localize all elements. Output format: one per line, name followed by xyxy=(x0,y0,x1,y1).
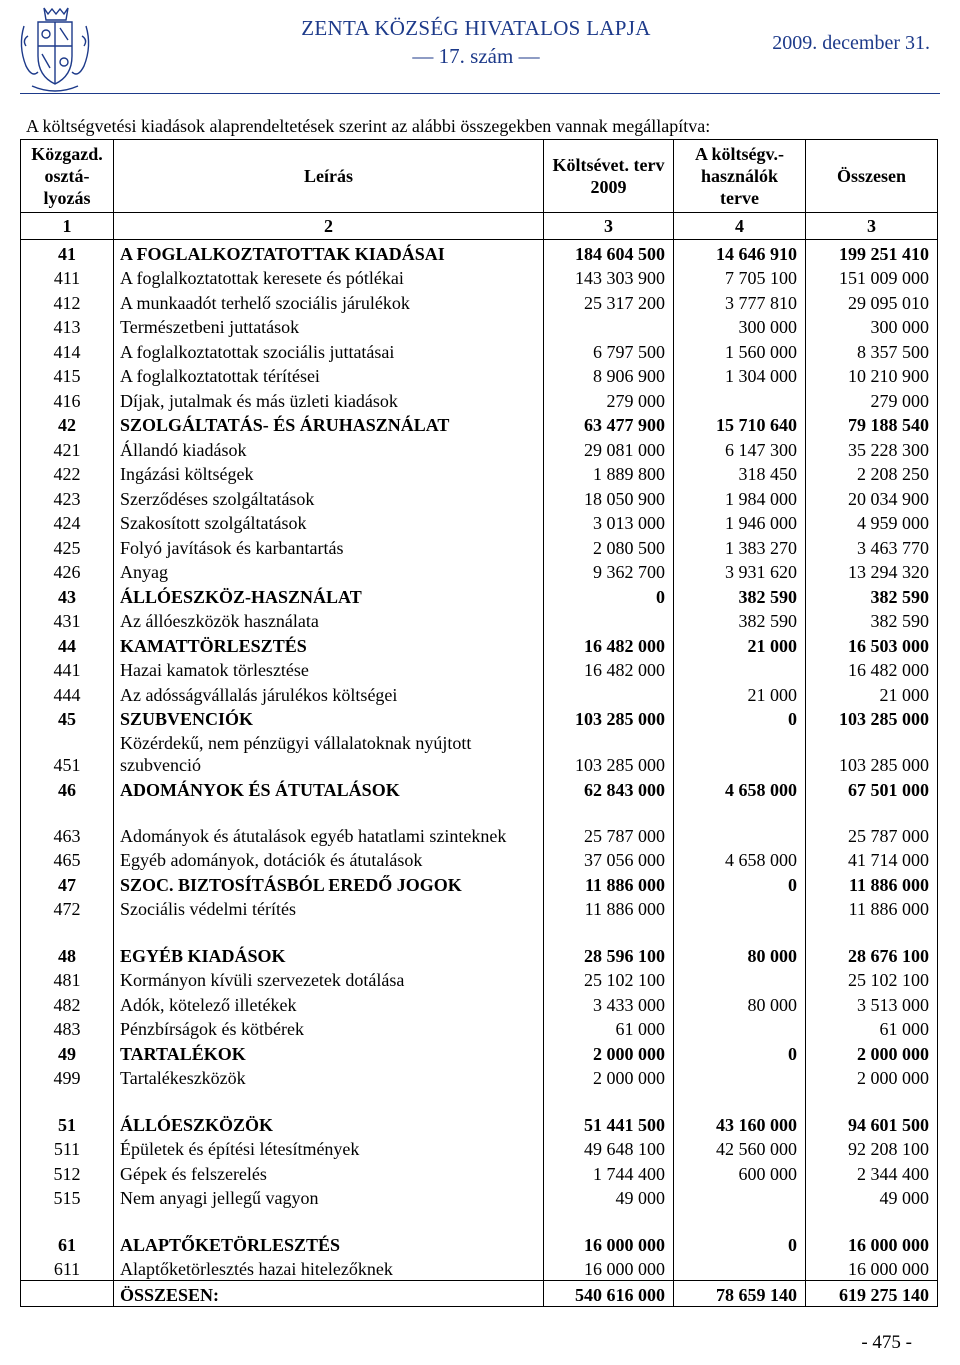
users-plan-cell xyxy=(674,387,806,412)
column-number: 4 xyxy=(674,213,806,240)
empty-cell xyxy=(21,1209,114,1231)
empty-cell xyxy=(544,920,674,942)
budget-plan-cell: 540 616 000 xyxy=(544,1281,674,1307)
budget-plan-cell xyxy=(544,314,674,339)
description-cell: KAMATTÖRLESZTÉS xyxy=(114,632,544,657)
users-plan-cell: 0 xyxy=(674,1231,806,1256)
econ-code-cell: 45 xyxy=(21,706,114,731)
econ-code-cell: 49 xyxy=(21,1040,114,1065)
budget-plan-cell: 0 xyxy=(544,583,674,608)
column-number: 1 xyxy=(21,213,114,240)
empty-cell xyxy=(114,1089,544,1111)
header-total: Összesen xyxy=(806,140,938,213)
table-row xyxy=(21,967,938,992)
econ-code-cell xyxy=(21,1281,114,1307)
users-plan-cell: 15 710 640 xyxy=(674,412,806,437)
budget-plan-cell: 9 362 700 xyxy=(544,559,674,584)
econ-code-cell: 472 xyxy=(21,896,114,921)
budget-plan-cell: 2 000 000 xyxy=(544,1065,674,1090)
table-row xyxy=(21,991,938,1016)
total-cell: 13 294 320 xyxy=(806,559,938,584)
total-cell: 279 000 xyxy=(806,387,938,412)
empty-cell xyxy=(674,1089,806,1111)
econ-code-cell: 412 xyxy=(21,289,114,314)
description-cell: EGYÉB KIADÁSOK xyxy=(114,942,544,967)
users-plan-cell: 1 560 000 xyxy=(674,338,806,363)
empty-cell xyxy=(544,1209,674,1231)
total-cell: 199 251 410 xyxy=(806,240,938,265)
table-row xyxy=(21,896,938,921)
table-row xyxy=(21,412,938,437)
users-plan-cell xyxy=(674,1016,806,1041)
total-cell: 67 501 000 xyxy=(806,776,938,801)
econ-code-cell: 444 xyxy=(21,681,114,706)
econ-code-cell: 46 xyxy=(21,776,114,801)
users-plan-cell: 7 705 100 xyxy=(674,265,806,290)
econ-code-cell: 511 xyxy=(21,1136,114,1161)
table-row xyxy=(21,608,938,633)
description-cell: A munkaadót terhelő szociális járulékok xyxy=(114,289,544,314)
budget-plan-cell: 3 013 000 xyxy=(544,510,674,535)
users-plan-cell: 42 560 000 xyxy=(674,1136,806,1161)
table-row xyxy=(21,801,938,847)
description-cell: A FOGLALKOZTATOTTAK KIADÁSAI xyxy=(114,240,544,265)
table-row xyxy=(21,436,938,461)
budget-plan-cell: 61 000 xyxy=(544,1016,674,1041)
econ-code-cell: 425 xyxy=(21,534,114,559)
description-cell: TARTALÉKOK xyxy=(114,1040,544,1065)
table-row xyxy=(21,534,938,559)
table-row xyxy=(21,265,938,290)
empty-cell xyxy=(674,920,806,942)
budget-plan-cell: 16 482 000 xyxy=(544,657,674,682)
budget-plan-cell: 28 596 100 xyxy=(544,942,674,967)
users-plan-cell: 318 450 xyxy=(674,461,806,486)
total-cell: 16 503 000 xyxy=(806,632,938,657)
budget-plan-cell: 103 285 000 xyxy=(544,706,674,731)
econ-code-cell: 414 xyxy=(21,338,114,363)
total-cell: 619 275 140 xyxy=(806,1281,938,1307)
budget-plan-cell: 62 843 000 xyxy=(544,776,674,801)
budget-plan-cell: 18 050 900 xyxy=(544,485,674,510)
description-cell: SZOC. BIZTOSÍTÁSBÓL EREDŐ JOGOK xyxy=(114,871,544,896)
total-cell: 41 714 000 xyxy=(806,847,938,872)
econ-code-cell: 43 xyxy=(21,583,114,608)
table-row xyxy=(21,847,938,872)
total-cell: 28 676 100 xyxy=(806,942,938,967)
description-cell: Közérdekű, nem pénzügyi vállalatoknak nyújtott szubvenció xyxy=(114,730,544,776)
users-plan-cell: 382 590 xyxy=(674,608,806,633)
budget-plan-cell xyxy=(544,681,674,706)
budget-plan-cell: 8 906 900 xyxy=(544,363,674,388)
users-plan-cell: 4 658 000 xyxy=(674,847,806,872)
table-row xyxy=(21,1065,938,1090)
total-cell: 3 463 770 xyxy=(806,534,938,559)
total-cell: 16 000 000 xyxy=(806,1256,938,1281)
table-row xyxy=(21,1040,938,1065)
total-cell: 20 034 900 xyxy=(806,485,938,510)
total-cell: 35 228 300 xyxy=(806,436,938,461)
budget-plan-cell: 37 056 000 xyxy=(544,847,674,872)
total-cell: 11 886 000 xyxy=(806,896,938,921)
total-cell: 3 513 000 xyxy=(806,991,938,1016)
econ-code-cell: 51 xyxy=(21,1111,114,1136)
budget-plan-cell: 2 080 500 xyxy=(544,534,674,559)
coat-of-arms-icon xyxy=(14,6,96,94)
table-row xyxy=(21,681,938,706)
empty-cell xyxy=(806,1089,938,1111)
budget-plan-cell xyxy=(544,608,674,633)
description-cell: Hazai kamatok törlesztése xyxy=(114,657,544,682)
total-cell: 2 000 000 xyxy=(806,1040,938,1065)
users-plan-cell: 14 646 910 xyxy=(674,240,806,265)
budget-plan-cell: 1 889 800 xyxy=(544,461,674,486)
spacer-row xyxy=(21,1089,938,1111)
empty-cell xyxy=(806,1209,938,1231)
econ-code-cell: 416 xyxy=(21,387,114,412)
table-row xyxy=(21,657,938,682)
empty-cell xyxy=(21,1089,114,1111)
econ-code-cell: 611 xyxy=(21,1256,114,1281)
total-cell: 92 208 100 xyxy=(806,1136,938,1161)
empty-cell xyxy=(674,1209,806,1231)
description-cell: Épületek és építési létesítmények xyxy=(114,1136,544,1161)
column-number: 3 xyxy=(544,213,674,240)
users-plan-cell: 3 777 810 xyxy=(674,289,806,314)
description-cell: Az állóeszközök használata xyxy=(114,608,544,633)
econ-code-cell: 451 xyxy=(21,730,114,776)
econ-code-cell: 431 xyxy=(21,608,114,633)
total-cell: 2 000 000 xyxy=(806,1065,938,1090)
table-row xyxy=(21,461,938,486)
users-plan-cell: 3 931 620 xyxy=(674,559,806,584)
table-row xyxy=(21,289,938,314)
table-row xyxy=(21,583,938,608)
description-cell: ÁLLÓESZKÖZÖK xyxy=(114,1111,544,1136)
table-row xyxy=(21,387,938,412)
econ-code-cell: 483 xyxy=(21,1016,114,1041)
total-cell: 61 000 xyxy=(806,1016,938,1041)
users-plan-cell: 0 xyxy=(674,1040,806,1065)
users-plan-cell: 6 147 300 xyxy=(674,436,806,461)
users-plan-cell: 80 000 xyxy=(674,942,806,967)
header-classification: Közgazd. osztá-lyozás xyxy=(21,140,114,213)
empty-cell xyxy=(806,920,938,942)
econ-code-cell: 481 xyxy=(21,967,114,992)
budget-plan-cell: 49 000 xyxy=(544,1185,674,1210)
table-row xyxy=(21,363,938,388)
users-plan-cell: 1 984 000 xyxy=(674,485,806,510)
table-row xyxy=(21,1160,938,1185)
users-plan-cell: 78 659 140 xyxy=(674,1281,806,1307)
table-row xyxy=(21,1185,938,1210)
econ-code-cell: 423 xyxy=(21,485,114,510)
users-plan-cell: 1 383 270 xyxy=(674,534,806,559)
total-cell: 21 000 xyxy=(806,681,938,706)
description-cell: SZUBVENCIÓK xyxy=(114,706,544,731)
total-cell: 300 000 xyxy=(806,314,938,339)
header-divider xyxy=(20,93,940,94)
table-row xyxy=(21,776,938,801)
users-plan-cell xyxy=(674,896,806,921)
budget-plan-cell: 16 000 000 xyxy=(544,1231,674,1256)
users-plan-cell: 80 000 xyxy=(674,991,806,1016)
budget-plan-cell: 25 787 000 xyxy=(544,801,674,847)
users-plan-cell: 1 946 000 xyxy=(674,510,806,535)
budget-table xyxy=(20,139,938,1307)
description-cell: Természetbeni juttatások xyxy=(114,314,544,339)
users-plan-cell: 4 658 000 xyxy=(674,776,806,801)
empty-cell xyxy=(544,1089,674,1111)
description-cell: Állandó kiadások xyxy=(114,436,544,461)
budget-plan-cell: 11 886 000 xyxy=(544,896,674,921)
users-plan-cell xyxy=(674,657,806,682)
users-plan-cell xyxy=(674,967,806,992)
econ-code-cell: 415 xyxy=(21,363,114,388)
table-row xyxy=(21,632,938,657)
total-cell: 382 590 xyxy=(806,583,938,608)
budget-plan-cell: 51 441 500 xyxy=(544,1111,674,1136)
budget-plan-cell: 16 482 000 xyxy=(544,632,674,657)
econ-code-cell: 465 xyxy=(21,847,114,872)
budget-plan-cell: 11 886 000 xyxy=(544,871,674,896)
econ-code-cell: 41 xyxy=(21,240,114,265)
budget-plan-cell: 49 648 100 xyxy=(544,1136,674,1161)
users-plan-cell: 21 000 xyxy=(674,632,806,657)
description-cell: ALAPTŐKETÖRLESZTÉS xyxy=(114,1231,544,1256)
users-plan-cell: 21 000 xyxy=(674,681,806,706)
total-cell: 4 959 000 xyxy=(806,510,938,535)
users-plan-cell xyxy=(674,1256,806,1281)
description-cell: Adók, kötelező illetékek xyxy=(114,991,544,1016)
description-cell: Nem anyagi jellegű vagyon xyxy=(114,1185,544,1210)
header-description: Leírás xyxy=(114,140,544,213)
budget-plan-cell: 6 797 500 xyxy=(544,338,674,363)
description-cell: Szerződéses szolgáltatások xyxy=(114,485,544,510)
users-plan-cell xyxy=(674,1185,806,1210)
description-cell: Szociális védelmi térítés xyxy=(114,896,544,921)
users-plan-cell: 43 160 000 xyxy=(674,1111,806,1136)
total-cell: 8 357 500 xyxy=(806,338,938,363)
budget-plan-cell: 29 081 000 xyxy=(544,436,674,461)
description-cell: Ingázási költségek xyxy=(114,461,544,486)
users-plan-cell: 600 000 xyxy=(674,1160,806,1185)
table-row xyxy=(21,338,938,363)
header-budget-plan: Költsévet. terv 2009 xyxy=(544,140,674,213)
total-cell: 103 285 000 xyxy=(806,706,938,731)
description-cell: Folyó javítások és karbantartás xyxy=(114,534,544,559)
empty-cell xyxy=(21,920,114,942)
budget-plan-cell: 25 102 100 xyxy=(544,967,674,992)
column-number: 2 xyxy=(114,213,544,240)
econ-code-cell: 424 xyxy=(21,510,114,535)
description-cell: A foglalkoztatottak keresete és pótlékai xyxy=(114,265,544,290)
econ-code-cell: 421 xyxy=(21,436,114,461)
users-plan-cell xyxy=(674,801,806,847)
description-cell: Egyéb adományok, dotációk és átutalások xyxy=(114,847,544,872)
description-cell: Pénzbírságok és kötbérek xyxy=(114,1016,544,1041)
table-row xyxy=(21,485,938,510)
table-row xyxy=(21,510,938,535)
users-plan-cell: 0 xyxy=(674,871,806,896)
intro-text: A költségvetési kiadások alaprendeltetések szerint az alábbi összegekben vannak megállapítva: xyxy=(26,116,711,136)
table-row xyxy=(21,1136,938,1161)
description-cell: Anyag xyxy=(114,559,544,584)
econ-code-cell: 44 xyxy=(21,632,114,657)
total-cell: 16 000 000 xyxy=(806,1231,938,1256)
issue-number: — 17. szám — xyxy=(412,44,540,68)
journal-title: ZENTA KÖZSÉG HIVATALOS LAPJA xyxy=(301,16,651,40)
table-row xyxy=(21,559,938,584)
description-cell: A foglalkoztatottak szociális juttatásai xyxy=(114,338,544,363)
table-row xyxy=(21,706,938,731)
econ-code-cell: 499 xyxy=(21,1065,114,1090)
issue-date: 2009. december 31. xyxy=(772,32,930,54)
description-cell: Adományok és átutalások egyéb hatatlami szinteknek xyxy=(114,801,544,847)
users-plan-cell xyxy=(674,1065,806,1090)
budget-plan-cell: 103 285 000 xyxy=(544,730,674,776)
description-cell: Tartalékeszközök xyxy=(114,1065,544,1090)
total-cell: 2 208 250 xyxy=(806,461,938,486)
budget-plan-cell: 63 477 900 xyxy=(544,412,674,437)
grand-total-row xyxy=(21,1281,938,1307)
econ-code-cell: 42 xyxy=(21,412,114,437)
budget-plan-cell: 1 744 400 xyxy=(544,1160,674,1185)
econ-code-cell: 411 xyxy=(21,265,114,290)
econ-code-cell: 413 xyxy=(21,314,114,339)
table-row xyxy=(21,942,938,967)
empty-cell xyxy=(114,920,544,942)
total-cell: 2 344 400 xyxy=(806,1160,938,1185)
econ-code-cell: 515 xyxy=(21,1185,114,1210)
table-row xyxy=(21,1256,938,1281)
column-number-row xyxy=(21,213,938,240)
description-cell: Díjak, jutalmak és más üzleti kiadások xyxy=(114,387,544,412)
table-row xyxy=(21,1016,938,1041)
econ-code-cell: 441 xyxy=(21,657,114,682)
total-cell: 94 601 500 xyxy=(806,1111,938,1136)
budget-plan-cell: 16 000 000 xyxy=(544,1256,674,1281)
empty-cell xyxy=(114,1209,544,1231)
total-cell: 79 188 540 xyxy=(806,412,938,437)
total-cell: 11 886 000 xyxy=(806,871,938,896)
total-cell: 151 009 000 xyxy=(806,265,938,290)
users-plan-cell: 382 590 xyxy=(674,583,806,608)
total-cell: 103 285 000 xyxy=(806,730,938,776)
econ-code-cell: 463 xyxy=(21,801,114,847)
budget-plan-cell: 279 000 xyxy=(544,387,674,412)
spacer-row xyxy=(21,1209,938,1231)
total-cell: 49 000 xyxy=(806,1185,938,1210)
econ-code-cell: 48 xyxy=(21,942,114,967)
econ-code-cell: 512 xyxy=(21,1160,114,1185)
description-cell: ÁLLÓESZKÖZ-HASZNÁLAT xyxy=(114,583,544,608)
table-row xyxy=(21,240,938,265)
budget-plan-cell: 3 433 000 xyxy=(544,991,674,1016)
users-plan-cell: 1 304 000 xyxy=(674,363,806,388)
column-number: 3 xyxy=(806,213,938,240)
total-cell: 382 590 xyxy=(806,608,938,633)
description-cell: A foglalkoztatottak térítései xyxy=(114,363,544,388)
total-cell: 29 095 010 xyxy=(806,289,938,314)
table-row xyxy=(21,1231,938,1256)
econ-code-cell: 47 xyxy=(21,871,114,896)
total-cell: 25 102 100 xyxy=(806,967,938,992)
econ-code-cell: 482 xyxy=(21,991,114,1016)
spacer-row xyxy=(21,920,938,942)
budget-plan-cell: 143 303 900 xyxy=(544,265,674,290)
total-cell: 10 210 900 xyxy=(806,363,938,388)
budget-plan-cell: 2 000 000 xyxy=(544,1040,674,1065)
description-cell: Kormányon kívüli szervezetek dotálása xyxy=(114,967,544,992)
econ-code-cell: 426 xyxy=(21,559,114,584)
total-cell: 25 787 000 xyxy=(806,801,938,847)
econ-code-cell: 422 xyxy=(21,461,114,486)
header-users-plan: A költségv.- használók terve xyxy=(674,140,806,213)
description-cell: Az adósságvállalás járulékos költségei xyxy=(114,681,544,706)
description-cell: SZOLGÁLTATÁS- ÉS ÁRUHASZNÁLAT xyxy=(114,412,544,437)
econ-code-cell: 61 xyxy=(21,1231,114,1256)
table-row xyxy=(21,730,938,776)
page-number: - 475 - xyxy=(861,1332,912,1353)
description-cell: ÖSSZESEN: xyxy=(114,1281,544,1307)
users-plan-cell: 0 xyxy=(674,706,806,731)
budget-plan-cell: 25 317 200 xyxy=(544,289,674,314)
description-cell: Alaptőketörlesztés hazai hitelezőknek xyxy=(114,1256,544,1281)
table-row xyxy=(21,871,938,896)
description-cell: Szakosított szolgáltatások xyxy=(114,510,544,535)
table-row xyxy=(21,1111,938,1136)
description-cell: ADOMÁNYOK ÉS ÁTUTALÁSOK xyxy=(114,776,544,801)
table-row xyxy=(21,314,938,339)
budget-plan-cell: 184 604 500 xyxy=(544,240,674,265)
description-cell: Gépek és felszerelés xyxy=(114,1160,544,1185)
users-plan-cell: 300 000 xyxy=(674,314,806,339)
users-plan-cell xyxy=(674,730,806,776)
total-cell: 16 482 000 xyxy=(806,657,938,682)
